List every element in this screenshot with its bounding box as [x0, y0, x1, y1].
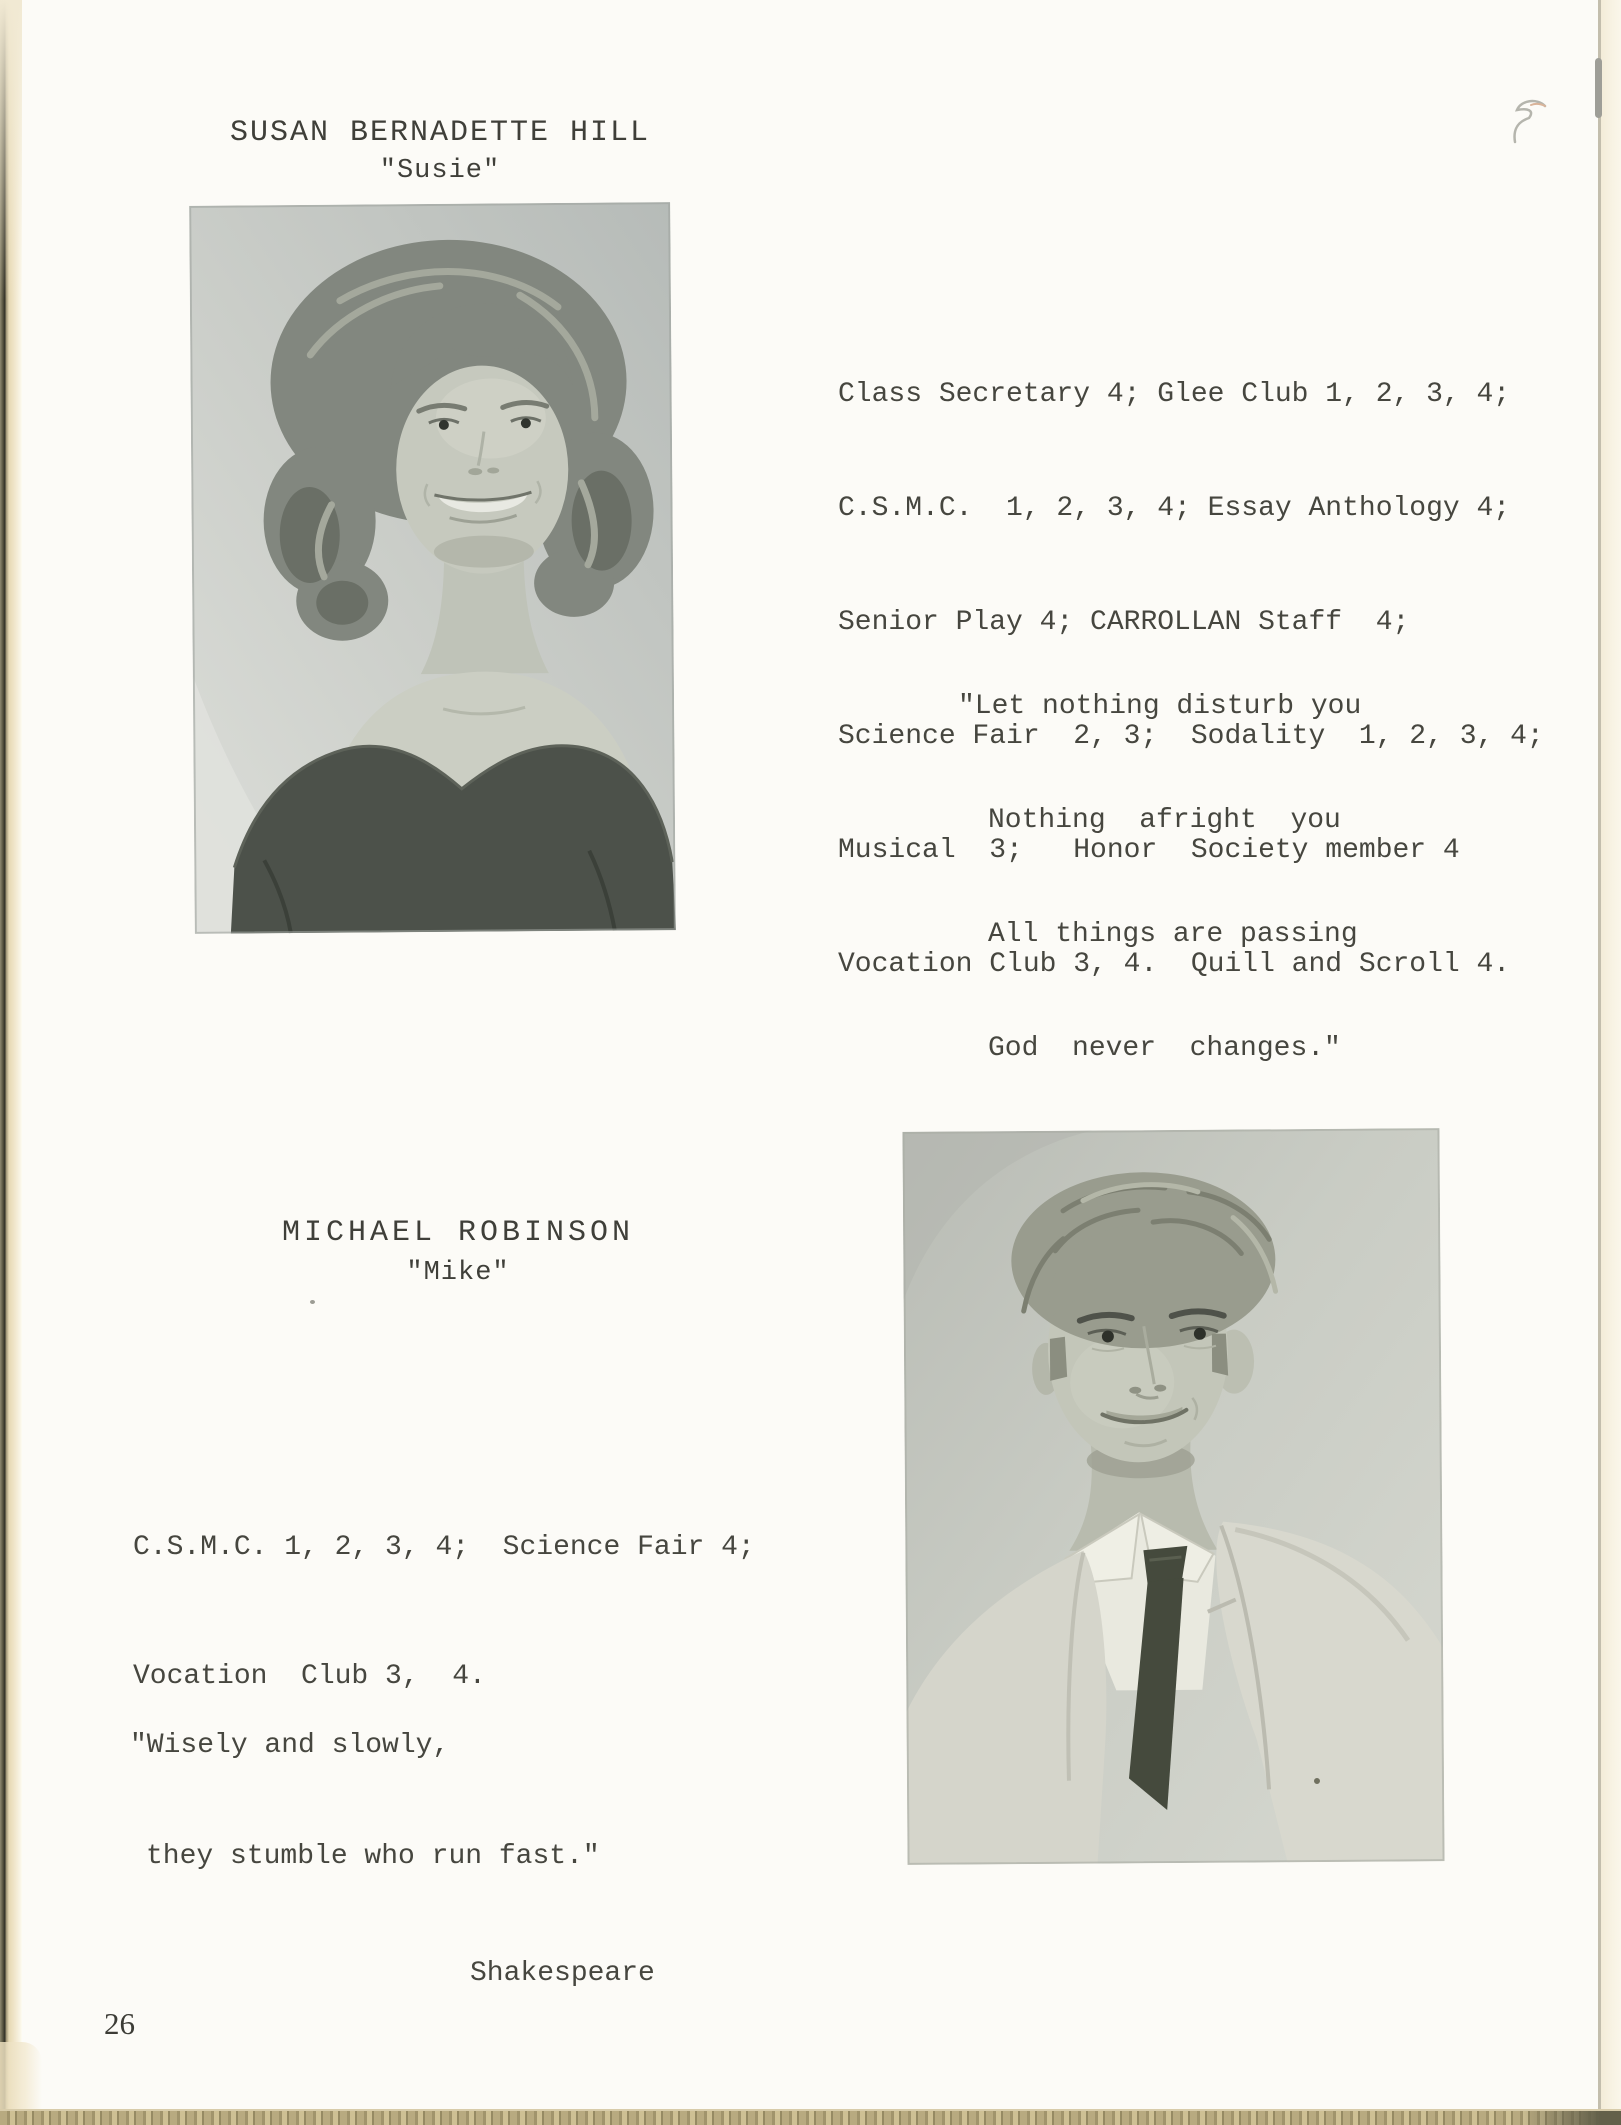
- activities-line: Vocation Club 3, 4. Quill and Scroll 4.: [838, 949, 1511, 980]
- student-quote: [958, 612, 1361, 1144]
- quote-line: they stumble who run fast.": [146, 1841, 600, 1872]
- page-number: 26: [104, 2006, 135, 2041]
- student-nickname: "Susie": [379, 156, 501, 186]
- paper-speck: [310, 1300, 315, 1304]
- activities-line: Science Fair 2, 3; Sodality 1, 2, 3, 4;: [838, 721, 1544, 752]
- book-right-under-page: [1601, 0, 1621, 2125]
- book-cover-bottom-edge: [0, 2109, 1621, 2125]
- pen-squiggle-mark: [1500, 95, 1556, 151]
- quote-line: All things are passing: [988, 919, 1358, 950]
- quote-attribution: Shakespeare: [470, 1958, 655, 1989]
- quote-line: God never changes.": [988, 1033, 1341, 1064]
- activities-line: Senior Play 4; CARROLLAN Staff 4;: [838, 607, 1410, 638]
- quote-line: "Wisely and slowly,: [130, 1730, 450, 1761]
- activities-line: Class Secretary 4; Glee Club 1, 2, 3, 4;: [838, 379, 1511, 410]
- student-photo-michael: [902, 1128, 1444, 1865]
- activities-line: C.S.M.C. 1, 2, 3, 4; Science Fair 4;: [133, 1532, 755, 1563]
- page-right-edge-line: [1598, 0, 1601, 2125]
- quote-line: Nothing afright you: [988, 805, 1341, 836]
- portrait-face: [390, 303, 574, 574]
- book-left-bottom-corner-pages: [0, 2042, 42, 2112]
- student-name: MICHAEL ROBINSON: [281, 1216, 635, 1250]
- activities-line: Musical 3; Honor Society member 4: [838, 835, 1460, 866]
- student-nickname: "Mike": [406, 1258, 510, 1288]
- quote-line: "Let nothing disturb you: [958, 691, 1362, 722]
- activities-line: C.S.M.C. 1, 2, 3, 4; Essay Anthology 4;: [838, 493, 1511, 524]
- student-name: SUSAN BERNADETTE HILL: [229, 116, 651, 150]
- student-photo-susan: [189, 202, 676, 934]
- book-left-page-edges: [0, 0, 22, 2125]
- student-quote: [130, 1653, 655, 2066]
- page-edge-dash-mark: [1595, 58, 1602, 118]
- activities-line: Vocation Club 3, 4.: [133, 1661, 486, 1692]
